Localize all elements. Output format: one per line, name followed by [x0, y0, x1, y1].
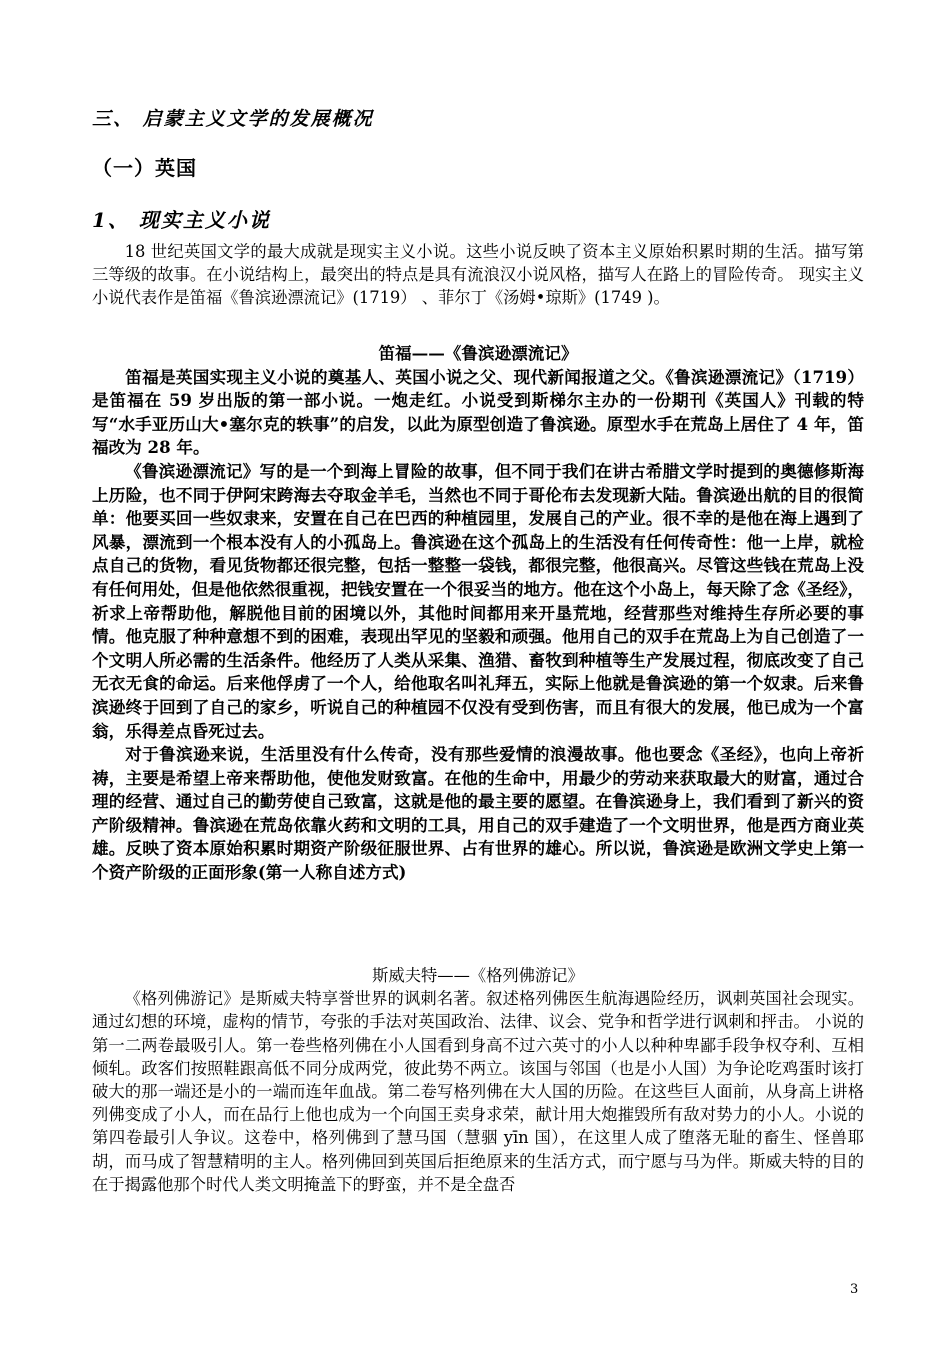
- defoe-title: 笛福——《鲁滨逊漂流记》: [378, 343, 578, 363]
- intro-paragraph: 18 世纪英国文学的最大成就是现实主义小说。这些小说反映了资本主义原始积累时期的生活。描写第三等级的故事。在小说结构上，最突出的特点是具有流浪汉小说风格，描写人在路上的冒险传奇。 现实主义小说代表作是笛福《鲁滨逊漂流记》(1719） 、菲尔丁《汤姆•琼斯》(1749 )。: [92, 242, 864, 308]
- defoe-paragraph-2: 《鲁滨逊漂流记》写的是一个到海上冒险的故事，但不同于我们在讲古希腊文学时提到的奥德修斯海上历险，也不同于伊阿宋跨海去夺取金羊毛，当然也不同于哥伦布去发现新大陆。鲁滨逊出航的目的很简单：他要买回一些奴隶来，安置在自己在巴西的种植园里，发展自己的产业。很不幸的是他在海上遇到了风暴，漂流到一个根本没有人的小孤岛上。鲁滨逊在这个孤岛上的生活没有任何传奇性：他一上岸，就检点自己的货物，看见货物都还很完整，包括一整整一袋钱，都很完整，他很高兴。尽管这些钱在荒岛上没有任何用处，但是他依然很重视，把钱安置在一个很妥当的地方。他在这个小岛上，每天除了念《圣经》，祈求上帝帮助他，解脱他目前的困境以外，其他时间都用来开垦荒地，经营那些对维持生存所必要的事情。他克服了种种意想不到的困难，表现出罕见的坚毅和顽强。他用自己的双手在荒岛上为自己创造了一个文明人所必需的生活条件。他经历了人类从采集、渔猎、畜牧到种植等生产发展过程，彻底改变了自己无衣无食的命运。后来他俘虏了一个人，给他取名叫礼拜五，实际上他就是鲁滨逊的第一个奴隶。后来鲁滨逊终于回到了自己的家乡，听说自己的种植园不仅没有受到伤害，而且有很大的发展，他已成为一个富翁，乐得差点昏死过去。: [92, 460, 864, 741]
- section-heading: 三、 启蒙主义文学的发展概况: [92, 108, 374, 130]
- subsection-heading: （一）英国: [92, 156, 197, 180]
- swift-block: [92, 964, 864, 1196]
- topic-heading: 1、 现实主义小说: [92, 208, 271, 232]
- intro-block: [92, 240, 864, 310]
- swift-paragraph: 《格列佛游记》是斯威夫特享誉世界的讽刺名著。叙述格列佛医生航海遇险经历，讽刺英国社会现实。通过幻想的环境，虚构的情节，夸张的手法对英国政治、法律、议会、党争和哲学进行讽刺和抨击。 小说的第一二两卷最吸引人。第一卷些格列佛在小人国看到身高不过六英寸的小人以种种卑鄙手段争权夺利、互相倾轧。政客们按照鞋跟高低不同分成两党，彼此势不两立。该国与邻国（也是小人国）为争论吃鸡蛋时该打破大的那一端还是小的一端而连年血战。第二卷写格列佛在大人国的历险。在这些巨人面前，从身高上讲格列佛变成了小人，而在品行上他也成为一个向国王卖身求荣，献计用大炮摧毁所有敌对势力的小人。小说的第四卷最引人争议。这卷中，格列佛到了慧马国（慧骃 yīn 国），在这里人成了堕落无耻的畜生、怪兽耶胡，而马成了智慧精明的主人。格列佛回到英国后拒绝原来的生活方式，而宁愿与马为伴。斯威夫特的目的在于揭露他那个时代人类文明掩盖下的野蛮，并不是全盘否: [92, 989, 864, 1194]
- swift-title: 斯威夫特——《格列佛游记》: [372, 966, 584, 985]
- defoe-paragraph-3: 对于鲁滨逊来说，生活里没有什么传奇，没有那些爱情的浪漫故事。他也要念《圣经》，也向上帝祈祷，主要是希望上帝来帮助他，使他发财致富。在他的生命中，用最少的劳动来获取最大的财富，通过合理的经营、通过自己的勤劳使自己致富，这就是他的最主要的愿望。在鲁滨逊身上，我们看到了新兴的资产阶级精神。鲁滨逊在荒岛依靠火药和文明的工具，用自己的双手建造了一个文明世界，他是西方商业英雄。反映了资本原始积累时期资产阶级征服世界、占有世界的雄心。所以说，鲁滨逊是欧洲文学史上第一个资产阶级的正面形象(第一人称自述方式): [92, 744, 864, 883]
- defoe-block: [92, 342, 864, 885]
- page-number: 3: [850, 1282, 859, 1297]
- defoe-paragraph-1: 笛福是英国实现主义小说的奠基人、英国小说之父、现代新闻报道之父。《鲁滨逊漂流记》（1719）是笛福在 59 岁出版的第一部小说。一炮走红。小说受到斯梯尔主办的一份期刊《英国人》刊载的特写“水手亚历山大•塞尔克的轶事”的启发，以此为原型创造了鲁滨逊。原型水手在荒岛上居住了 4 年，笛福改为 28 年。: [92, 366, 864, 458]
